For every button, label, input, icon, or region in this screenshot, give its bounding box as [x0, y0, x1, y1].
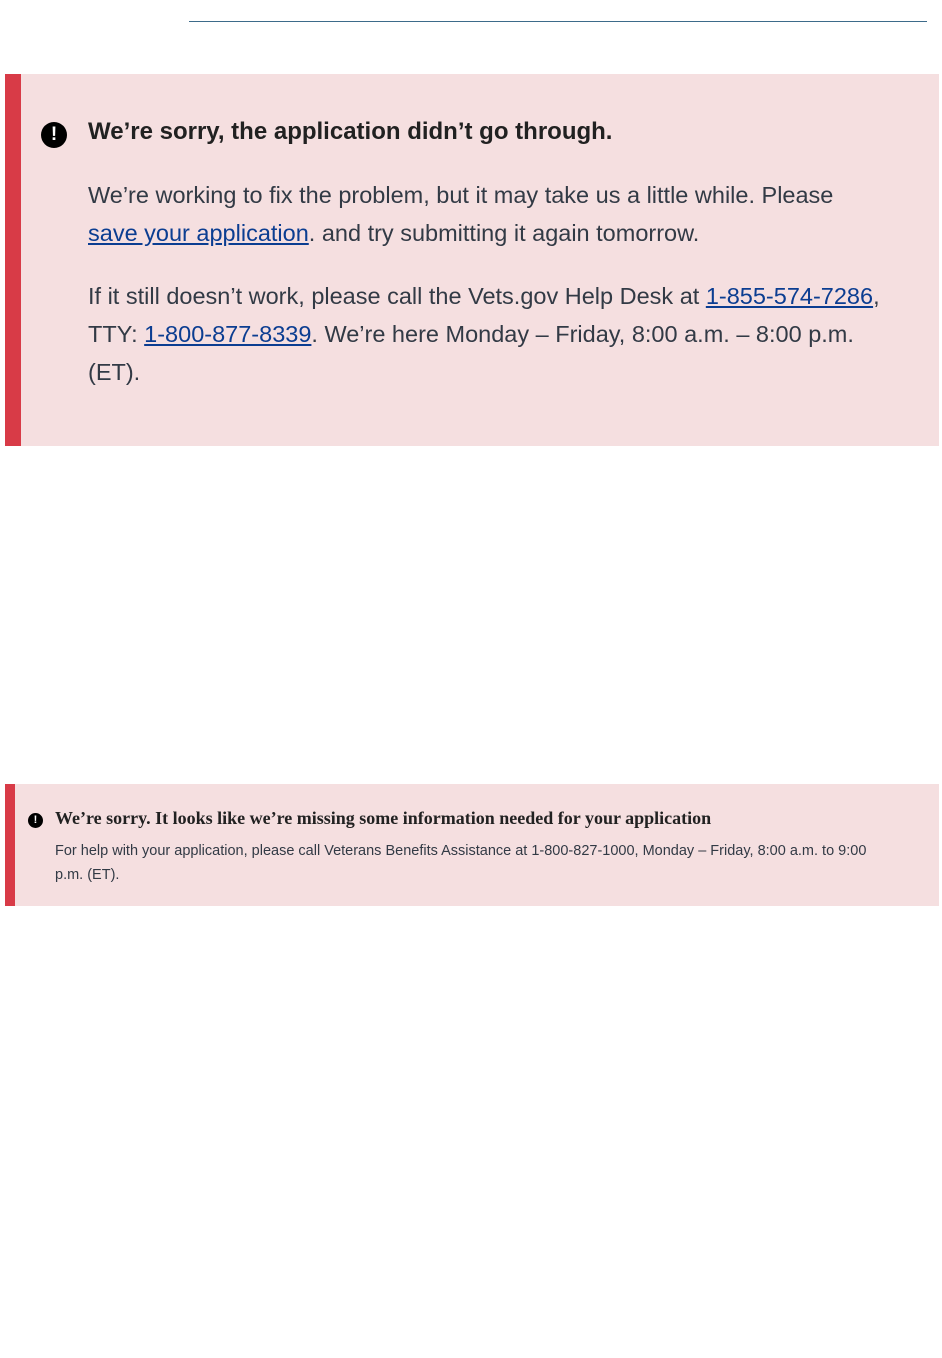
help-desk-message-text: If it still doesn’t work, please call the Vets.gov Help Desk at: [88, 283, 706, 309]
missing-info-alert-body: [55, 806, 895, 887]
exclamation-circle-icon: !: [28, 813, 43, 828]
missing-info-heading: We’re sorry. It looks like we’re missing some information needed for your application: [55, 808, 712, 828]
submit-error-heading: We’re sorry, the application didn’t go through.: [88, 118, 613, 145]
missing-info-message: For help with your application, please call Veterans Benefits Assistance at 1-800-827-1000, Monday – Friday, 8:00 a.m. to 9:00 p.m. (ET).: [55, 843, 867, 883]
tty-phone-link[interactable]: 1-800-877-8339: [144, 321, 312, 347]
missing-info-alert: [5, 784, 939, 906]
exclamation-circle-icon: !: [41, 122, 67, 148]
help-desk-message: [88, 277, 888, 391]
save-application-link[interactable]: save your application: [88, 220, 309, 246]
help-desk-hours-text: . We’re here Monday – Friday, 8:00 a.m. – 8:00 p.m. (ET).: [88, 321, 854, 385]
tty-prefix-text: , TTY:: [88, 283, 880, 347]
help-desk-phone-link[interactable]: 1-855-574-7286: [705, 283, 874, 309]
submit-error-alert: [5, 74, 939, 446]
submit-error-message-text: We’re working to fix the problem, but it may take us a little while. Please: [88, 182, 834, 208]
submit-error-alert-body: [88, 114, 888, 391]
submit-error-message: [88, 176, 888, 252]
submit-error-message-text-end: . and try submitting it again tomorrow.: [308, 220, 700, 246]
header-divider: [189, 21, 927, 22]
